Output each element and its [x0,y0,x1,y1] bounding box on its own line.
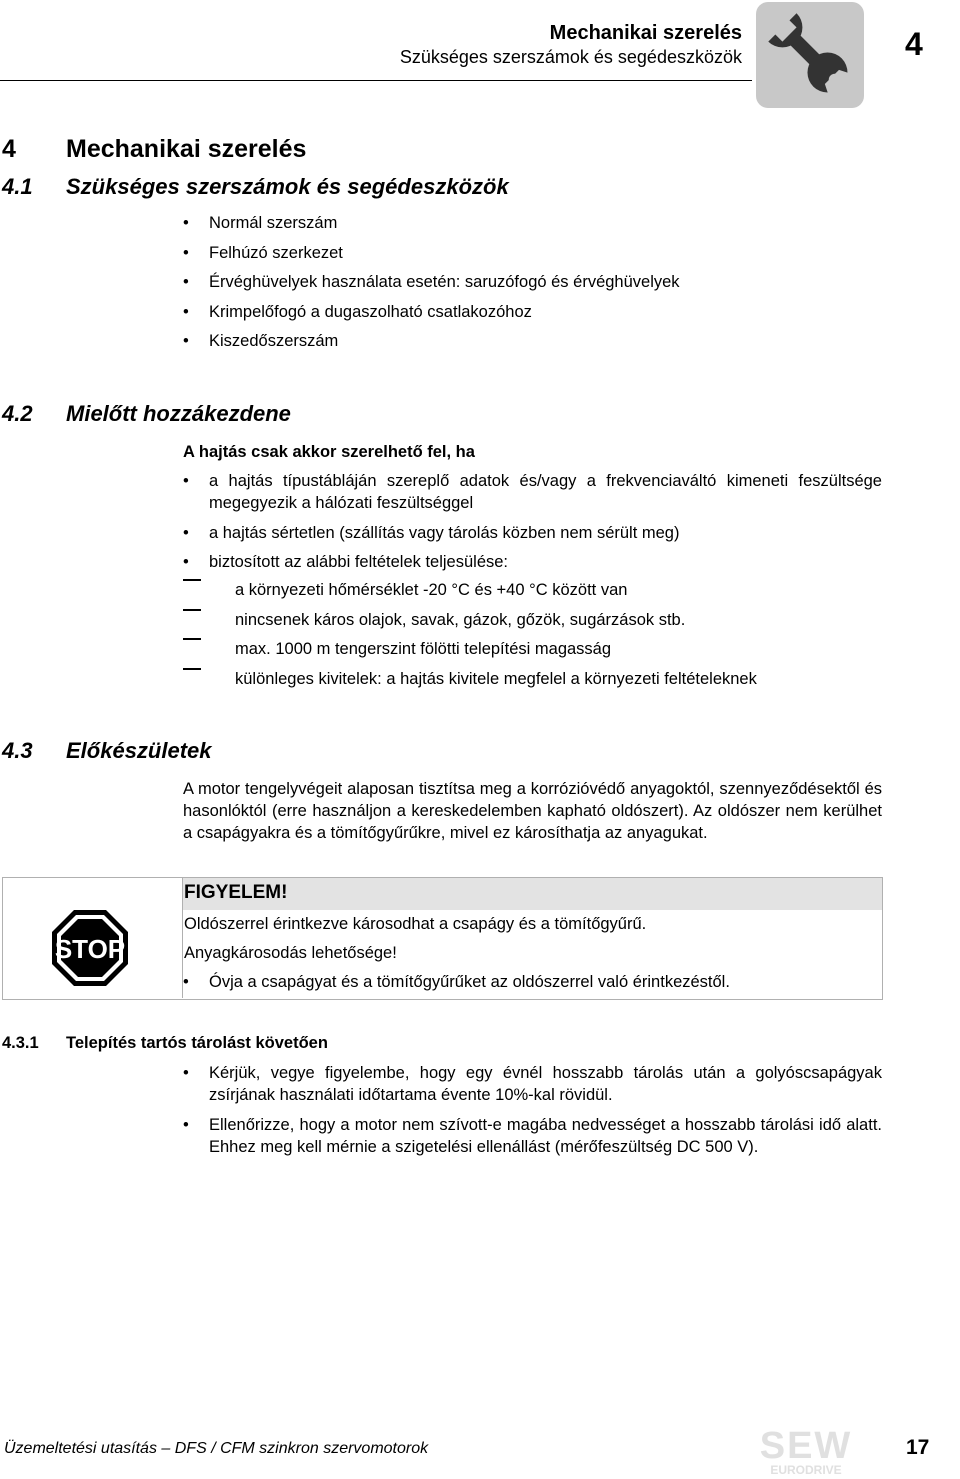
header-icon-box [756,2,864,108]
stop-sign-text: STOP [54,934,126,964]
chapter-heading [0,135,700,165]
page-number: 17 [906,1436,930,1459]
warning-title: FIGYELEM! [184,882,288,903]
section-title: Szükséges szerszámok és segédeszközök [66,174,509,199]
section-number: 4.3.1 [2,1034,39,1052]
list-item: • biztosított az alábbi feltételek teljesülése: [183,553,509,571]
list-item: • Kérjük, vegye figyelembe, hogy egy évnél hosszabb tárolás után a golyóscsapágyak zsírjának használati időtartama évente 10%-kal rövidül. [183,1064,882,1104]
section-4-3-heading [0,738,700,766]
storage-list [183,1062,882,1158]
section-title: Mielőtt hozzákezdene [66,401,291,426]
header-divider [0,80,752,81]
sub-conditions-list [183,579,882,690]
list-item: • Krimpelőfogó a dugaszolható csatlakozóhoz [183,302,532,321]
sew-eurodrive-logo [752,1427,860,1477]
list-item: • Érvéghüvelyek használata esetén: saruzófogó és érvéghüvelyek [183,273,680,291]
section-number: 4.2 [2,401,33,426]
conditions-list [183,470,882,573]
list-item: nincsenek káros olajok, savak, gázok, gőzök, sugárzások stb. [183,609,882,631]
logo-main-text: SEW [759,1425,853,1467]
preparation-paragraph: A motor tengelyvégeit alaposan tisztítsa meg a korrózióvédő anyagoktól, szennyeződésektől és hasonlóktól (erre használjon a kereskedelemben kapható oldószert). Az oldószer nem kerülhet a csapágyakra és a tömítőgyűrűkre, mivel ez károsíthatja az anyagukat. [183,780,882,842]
warning-list [183,971,873,993]
chapter-number: 4 [2,135,16,163]
warning-line: Anyagkárosodás lehetősége! [184,944,397,962]
list-item: • Normál szerszám [183,214,338,232]
list-item: • Ellenőrizze, hogy a motor nem szívott-e magába nedvességet a hosszabb tárolási idő alatt. Ehhez meg kell mérnie a szigetelési ellenállást (mérőfeszültség DC 500 V). [183,1115,882,1156]
header-title: Mechanikai szerelés [549,22,742,44]
section-number: 4.1 [2,174,33,199]
list-item: különleges kivitelek: a hajtás kivitele megfelel a környezeti feltételeknek [183,668,882,690]
section-4-2-heading [0,401,700,429]
list-item: • Kiszedőszerszám [183,332,339,350]
section-number: 4.3 [2,738,33,763]
section-4-1-heading [0,174,700,202]
list-item: • a hajtás sértetlen (szállítás vagy tárolás közben nem sérült meg) [183,523,680,542]
stop-sign-icon [50,908,130,988]
section-title: Telepítés tartós tárolást követően [66,1034,328,1052]
list-item: • Felhúzó szerkezet [183,243,343,262]
chapter-tab-number: 4 [905,26,923,62]
list-item: max. 1000 m tengerszint fölötti telepítési magasság [183,638,882,660]
list-item: • Óvja a csapágyat és a tömítőgyűrűket az oldószerrel való érintkezéstől. [183,973,730,991]
list-item: a környezeti hőmérséklet -20 °C és +40 °C között van [183,579,882,601]
chapter-title: Mechanikai szerelés [66,135,307,163]
warning-line: Oldószerrel érintkezve károsodhat a csapágy és a tömítőgyűrű. [184,915,647,933]
wrench-icon [756,2,864,108]
section-lead: A hajtás csak akkor szerelhető fel, ha [183,443,475,461]
list-item: • a hajtás típustábláján szereplő adatok és/vagy a frekvenciaváltó kimeneti feszültsége megegyezik a hálózati feszültséggel [183,472,882,512]
tools-list [183,212,883,352]
header-subtitle: Szükséges szerszámok és segédeszközök [399,47,742,67]
section-4-3-1-heading [0,1034,700,1058]
logo-sub-text: EURODRIVE [770,1463,842,1477]
footer-document-title: Üzemeltetési utasítás – DFS / CFM szinkron szervomotorok [4,1440,429,1457]
section-title: Előkészületek [66,738,212,763]
